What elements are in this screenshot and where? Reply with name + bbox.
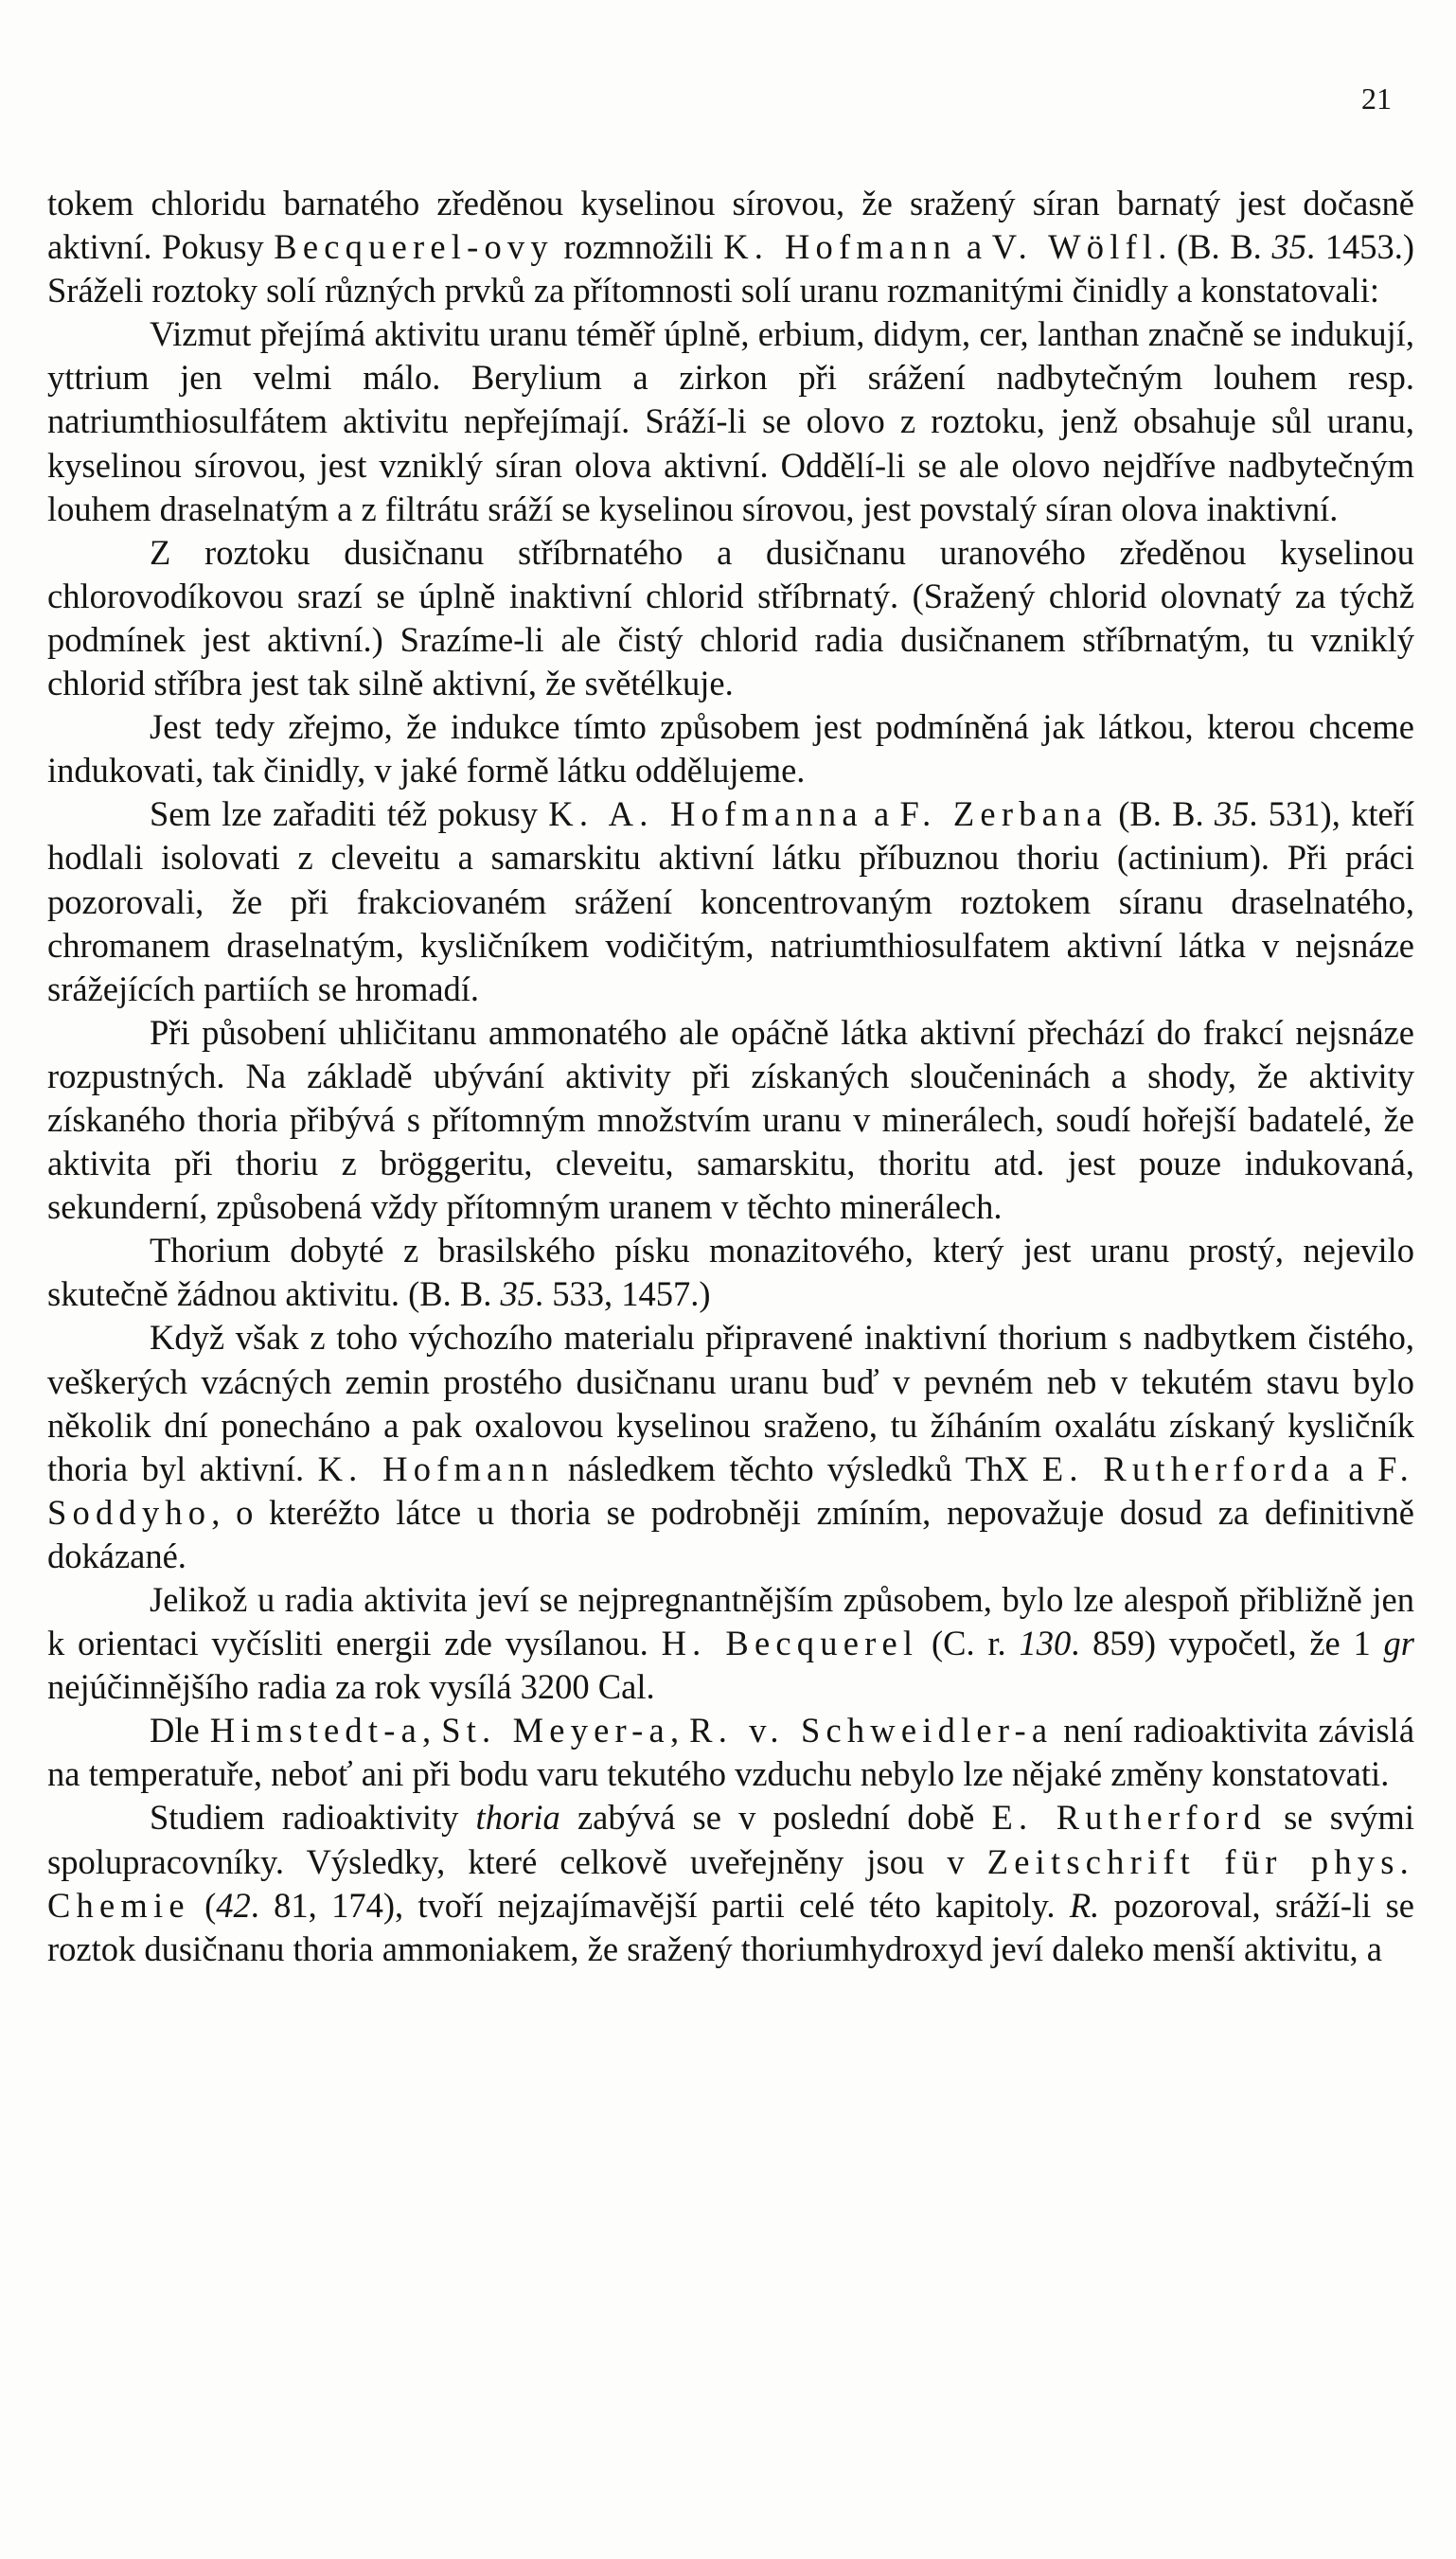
paragraph (47, 705, 1414, 792)
text-run: . 81, 174), tvoří nejzajímavější partii celé této kapitoly. (250, 1885, 1070, 1925)
text-run: pozoroval, sráží-li se roztok dusičnanu thoria ammoniakem, že sražený thoriumhydroxyd jeví daleko menší aktivitu, a (47, 1885, 1415, 1968)
italic-text: 35 (1271, 227, 1306, 267)
paragraph (47, 312, 1414, 530)
text-run: , o kteréžto látce u thoria se podrobněji zmíním, nepovažuje dosud za definitivně dokázané. (47, 1492, 1414, 1575)
text-run: a (956, 227, 992, 267)
text-run: není radioaktivita závislá na temperatuře, neboť ani při bodu varu tekutého vzduchu nebylo lze nějaké změny konstatovati. (47, 1711, 1415, 1794)
text-run: (B. B. (1107, 794, 1215, 834)
text-run: Když však z toho výchozího materialu připravené inaktivní thorium s nadbytkem čistého, veškerých vzácných zemin prostého dusičnanu uranu buď v pevném neb v tekutém stavu bylo několik dní ponecháno a pak oxalovou kyselinou sraženo, tu žíháním oxalátu získaný kysličník thoria byl aktivní. (47, 1318, 1414, 1488)
text-run: ( (189, 1885, 217, 1925)
italic-text: 42 (216, 1885, 251, 1925)
text-run: Thorium dobyté z brasilského písku monazitového, který jest uranu prostý, nejevilo skutečně žádnou aktivitu. (B. B. (47, 1231, 1414, 1314)
text-run: (C. r. (918, 1624, 1020, 1663)
spaced-name: K. A. Hofmanna (548, 794, 863, 834)
text-run: Z roztoku dusičnanu stříbrnatého a dusičnanu uranového zředěnou kyselinou chlorovodíkovou srazí se úplně inaktivní chlorid stříbrnatý. (Sražený chlorid olovnatý za týchž podmínek jest aktivní.) Srazíme-li ale čistý chlorid radia dusičnanem stříbrnatým, tu vzniklý chlorid stříbra jest tak silně aktivní, že světélkuje. (47, 532, 1414, 703)
text-run: . 859) vypočetl, že 1 (1071, 1624, 1384, 1663)
italic-text: 35 (500, 1274, 535, 1314)
paragraph (47, 1578, 1414, 1709)
text-run: Studiem radioaktivity (150, 1798, 476, 1838)
spaced-name: E. Rutherford (991, 1798, 1267, 1838)
paragraph (47, 1316, 1414, 1578)
spaced-name: R. v. Schweidler-a (689, 1711, 1054, 1750)
page-number: 21 (1361, 81, 1392, 116)
paragraph (47, 1709, 1414, 1796)
paragraph (47, 182, 1414, 312)
text-run: . 1453.) Sráželi roztoky solí různých prvků za přítomnosti solí uranu rozmanitými činidly a konstatovali: (47, 227, 1414, 311)
text-run: následkem těchto výsledků ThX (554, 1448, 1042, 1488)
paragraph (47, 1796, 1414, 1970)
spaced-name: Zeitschrift für phys. Chemie (47, 1841, 1415, 1925)
text-run: Jelikož u radia aktivita jeví se nejpregnantnějším způsobem, bylo lze alespoň přibližně jen k orientaci vyčísliti energii zde vysílanou. (47, 1580, 1414, 1663)
text-run: se svými spolupracovníky. Výsledky, které celkově uveřejněny jsou v (47, 1798, 1414, 1881)
text-run: Vizmut přejímá aktivitu uranu téměř úplně, erbium, didym, cer, lanthan značně se indukují, yttrium jen velmi málo. Berylium a zirkon při srážení nadbytečným louhem resp. natriumthiosulfátem aktivitu nepřejímají. Sráží-li se olovo z roztoku, jenž obsahuje sůl uranu, kyselinou sírovou, jest vzniklý síran olova aktivní. Oddělí-li se ale olovo nejdříve nadbytečným louhem draselnatým a z filtrátu sráží se kyselinou sírovou, jest povstalý síran olova inaktivní. (47, 314, 1414, 528)
spaced-name: K. Hofmann (723, 227, 957, 267)
text-run: , (422, 1711, 442, 1750)
text-run: a (1335, 1448, 1378, 1488)
body-text (47, 182, 1414, 1971)
italic-text: gr (1383, 1624, 1414, 1663)
italic-text: thoria (475, 1798, 560, 1838)
paragraph (47, 792, 1414, 1010)
text-run: zabývá se v poslední době (559, 1798, 992, 1838)
text-run: Při působení uhličitanu ammonatého ale opáčně látka aktivní přechází do frakcí nejsnáze rozpustných. Na základě ubývání aktivity při získaných sloučeninách a shody, že aktivity získaného thoria přibývá s přítomným množstvím uranu v minerálech, soudí hořejší badatelé, že aktivita při thoriu z bröggeritu, cleveitu, samarskitu, thoritu atd. jest pouze indukovaná, sekunderní, způsobená vždy přítomným uranem v těchto minerálech. (47, 1012, 1414, 1227)
text-run: rozmnožili (553, 227, 724, 267)
text-run: nejúčinnějšího radia za rok vysílá 3200 Cal. (47, 1667, 655, 1707)
text-run: . 531), kteří hodlali isolovati z cleveitu a samarskitu aktivní látku příbuznou thoriu (actinium). Při práci pozorovali, že při frakciovaném srážení koncentrovaným roztokem síranu draselnatého, chromanem draselnatým, kysličníkem vodičitým, natriumthiosulfatem aktivní látka v nejsnáze srážejících partiích se hromadí. (47, 794, 1414, 1008)
text-run: , (669, 1711, 690, 1750)
italic-text: 35 (1214, 794, 1250, 834)
text-run: Sem lze zařaditi též pokusy (150, 794, 549, 834)
text-run: tokem chloridu barnatého zředěnou kyselinou sírovou, že sražený síran barnatý jest dočasně aktivní. Pokusy (47, 184, 1414, 267)
spaced-name: F. Zerbana (899, 794, 1108, 834)
italic-text: R. (1069, 1885, 1100, 1925)
italic-text: 130 (1019, 1624, 1072, 1663)
paragraph (47, 531, 1414, 705)
text-run: . (B. B. (1158, 227, 1272, 267)
spaced-name: K. Hofmann (317, 1448, 555, 1488)
text-run: Jest tedy zřejmo, že indukce tímto způsobem jest podmíněná jak látkou, kterou chceme indukovati, tak činidly, v jaké formě látku oddělujeme. (47, 707, 1414, 791)
paragraph (47, 1229, 1414, 1316)
spaced-name: F. Soddyho (47, 1448, 1414, 1532)
spaced-name: V. Wölfl (991, 227, 1159, 267)
text-run: Dle (150, 1711, 210, 1750)
text-run: a (862, 794, 900, 834)
spaced-name: Himstedt-a (209, 1711, 422, 1750)
spaced-name: E. Rutherforda (1041, 1448, 1335, 1488)
text-run: . 533, 1457.) (534, 1274, 711, 1314)
spaced-name: Becquerel-ovy (274, 227, 554, 267)
spaced-name: H. Becquerel (661, 1624, 919, 1663)
spaced-name: St. Meyer-a (441, 1711, 670, 1750)
paragraph (47, 1011, 1414, 1229)
